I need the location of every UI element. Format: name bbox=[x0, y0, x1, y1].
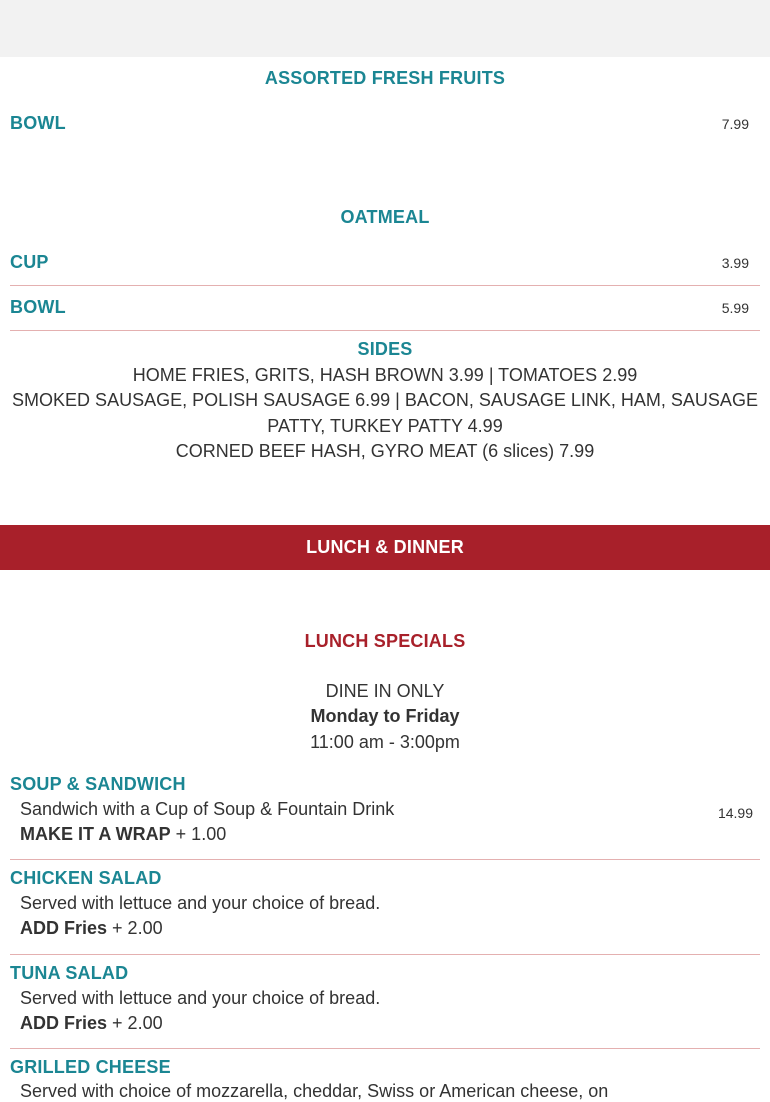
section-title-fruits: ASSORTED FRESH FRUITS bbox=[264, 68, 506, 88]
dine-in-only-text: DINE IN ONLY bbox=[325, 681, 445, 701]
lunch-dinner-banner bbox=[0, 525, 770, 570]
oatmeal-bowl-price: 5.99 bbox=[721, 300, 749, 316]
oatmeal-cup-price: 3.99 bbox=[721, 255, 749, 271]
menu-item-name: SOUP & SANDWICH bbox=[10, 774, 186, 794]
section-title-sides: SIDES bbox=[357, 339, 413, 359]
addon-price: + 2.00 bbox=[112, 918, 163, 938]
addon-label: ADD Fries bbox=[20, 1013, 108, 1033]
menu-item-description: Sandwich with a Cup of Soup & Fountain Drink bbox=[20, 799, 395, 819]
menu-item-description: Served with lettuce and your choice of bread. bbox=[20, 893, 381, 913]
addon-price: + 1.00 bbox=[175, 824, 227, 844]
lunch-specials-title: LUNCH SPECIALS bbox=[304, 631, 466, 651]
oatmeal-bowl-name: BOWL bbox=[10, 297, 66, 317]
top-bar bbox=[0, 0, 770, 57]
menu-item-name: GRILLED CHEESE bbox=[10, 1057, 171, 1077]
divider bbox=[10, 1048, 760, 1049]
sides-line: HOME FRIES, GRITS, HASH BROWN 3.99 | TOMATOES 2.99 bbox=[132, 365, 638, 385]
divider bbox=[10, 859, 760, 860]
menu-item-addon bbox=[20, 1013, 163, 1034]
menu-item-description: Served with choice of mozzarella, cheddar, Swiss or American cheese, on bbox=[20, 1081, 609, 1101]
fruits-bowl-price: 7.99 bbox=[721, 116, 749, 132]
lunch-dinner-label: LUNCH & DINNER bbox=[306, 537, 464, 557]
divider bbox=[10, 954, 760, 955]
oatmeal-cup-name: CUP bbox=[10, 252, 49, 272]
addon-label: ADD Fries bbox=[20, 918, 108, 938]
lunch-hours-text: 11:00 am - 3:00pm bbox=[310, 732, 460, 752]
menu-item-price: 14.99 bbox=[717, 805, 753, 821]
lunch-days-text: Monday to Friday bbox=[310, 706, 460, 726]
fruits-bowl-name: BOWL bbox=[10, 113, 66, 133]
divider bbox=[10, 330, 760, 331]
menu-item-addon bbox=[20, 918, 163, 939]
menu-item-addon bbox=[20, 824, 226, 845]
sides-line: PATTY, TURKEY PATTY 4.99 bbox=[267, 416, 503, 436]
sides-line: SMOKED SAUSAGE, POLISH SAUSAGE 6.99 | BACON, SAUSAGE LINK, HAM, SAUSAGE bbox=[12, 390, 758, 410]
menu-item-name: TUNA SALAD bbox=[10, 963, 129, 983]
divider bbox=[10, 285, 760, 286]
sides-line: CORNED BEEF HASH, GYRO MEAT (6 slices) 7.99 bbox=[175, 441, 595, 461]
addon-label: MAKE IT A WRAP bbox=[20, 824, 171, 844]
menu-item-description: Served with lettuce and your choice of bread. bbox=[20, 988, 381, 1008]
section-title-oatmeal: OATMEAL bbox=[340, 207, 430, 227]
menu-item-name: CHICKEN SALAD bbox=[10, 868, 162, 888]
addon-price: + 2.00 bbox=[112, 1013, 163, 1033]
